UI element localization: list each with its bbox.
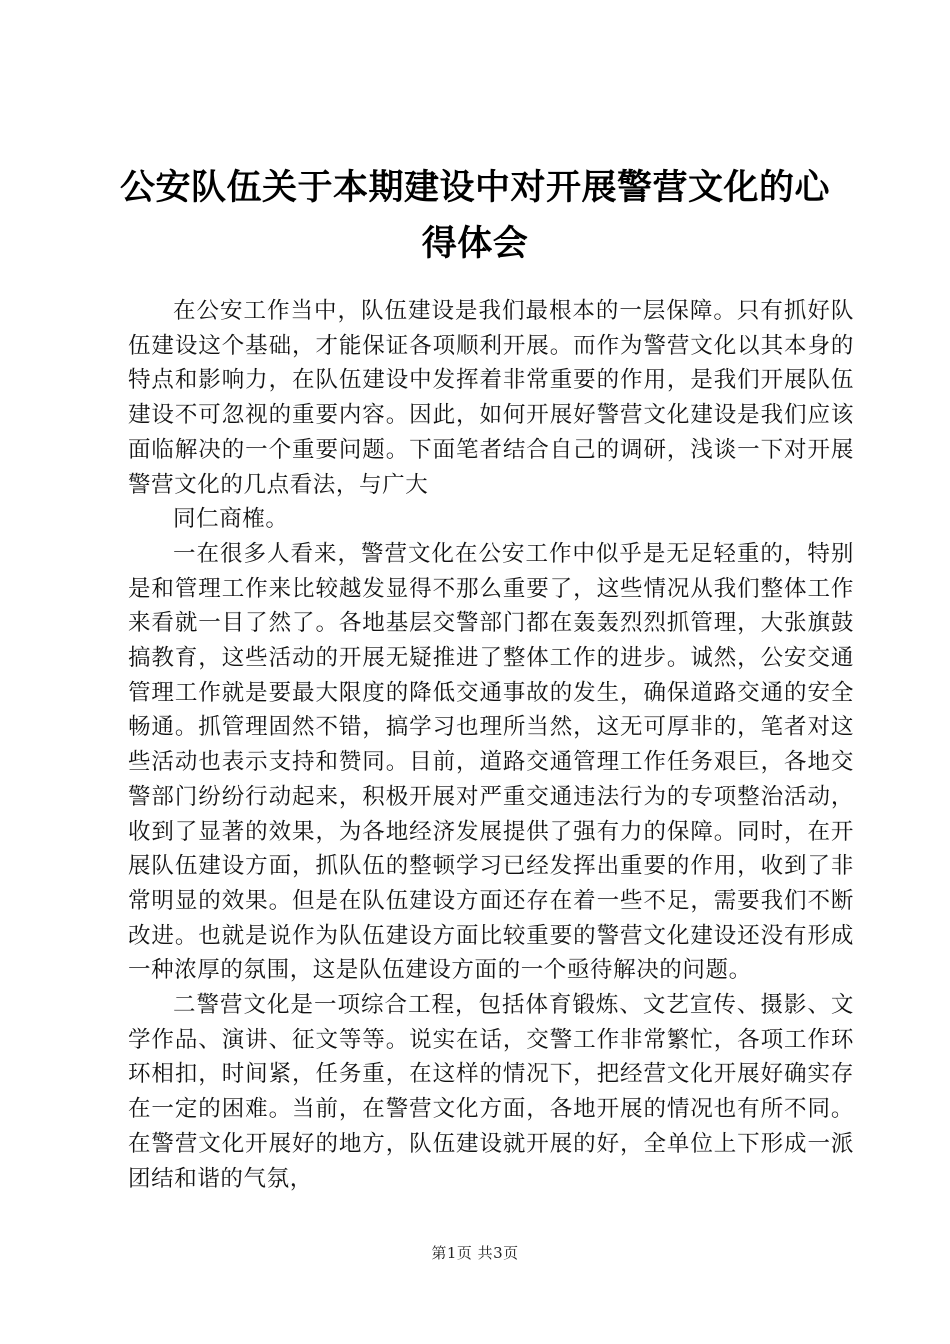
paragraph-section-two: 二警营文化是一项综合工程，包括体育锻炼、文艺宣传、摄影、文学作品、演讲、征文等等。说实在话，交警工作非常繁忙，各项工作环环相扣，时间紧，任务重，在这样的情况下，把经营文化开展好确实存在一定的困难。当前，在警营文化方面，各地开展的情况也有所不同。在警营文化开展好的地方，队伍建设就开展的好，全单位上下形成一派团结和谐的气氛，	[128, 992, 854, 1192]
document-body	[128, 294, 854, 1196]
paragraph-intro-continued: 同仁商榷。	[173, 506, 289, 533]
title-line-2: 得体会	[421, 224, 529, 264]
paragraph-section-one: 一在很多人看来，警营文化在公安工作中似乎是无足轻重的，特别是和管理工作来比较越发显得不那么重要了，这些情况从我们整体工作来看就一目了然了。各地基层交警部门都在轰轰烈烈抓管理，大张旗鼓搞教育，这些活动的开展无疑推进了整体工作的进步。诚然，公安交通管理工作就是要最大限度的降低交通事故的发生，确保道路交通的安全畅通。抓管理固然不错，搞学习也理所当然，这无可厚非的，笔者对这些活动也表示支持和赞同。目前，道路交通管理工作任务艰巨，各地交警部门纷纷行动起来，积极开展对严重交通违法行为的专项整治活动，收到了显著的效果，为各地经济发展提供了强有力的保障。同时，在开展队伍建设方面，抓队伍的整顿学习已经发挥出重要的作用，收到了非常明显的效果。但是在队伍建设方面还存在着一些不足，需要我们不断改进。也就是说作为队伍建设方面比较重要的警营文化建设还没有形成一种浓厚的氛围，这是队伍建设方面的一个亟待解决的问题。	[128, 540, 854, 984]
paragraph-intro: 在公安工作当中，队伍建设是我们最根本的一层保障。只有抓好队伍建设这个基础，才能保证各项顺利开展。而作为警营文化以其本身的特点和影响力，在队伍建设中发挥着非常重要的作用，是我们开展队伍建设不可忽视的重要内容。因此，如何开展好警营文化建设是我们应该面临解决的一个重要问题。下面笔者结合自己的调研，浅谈一下对开展警营文化的几点看法，与广大	[128, 298, 854, 498]
title-line-1: 公安队伍关于本期建设中对开展警营文化的心	[119, 168, 830, 208]
page-footer: 第1页 共3页	[431, 1244, 519, 1262]
document-title	[118, 160, 832, 272]
